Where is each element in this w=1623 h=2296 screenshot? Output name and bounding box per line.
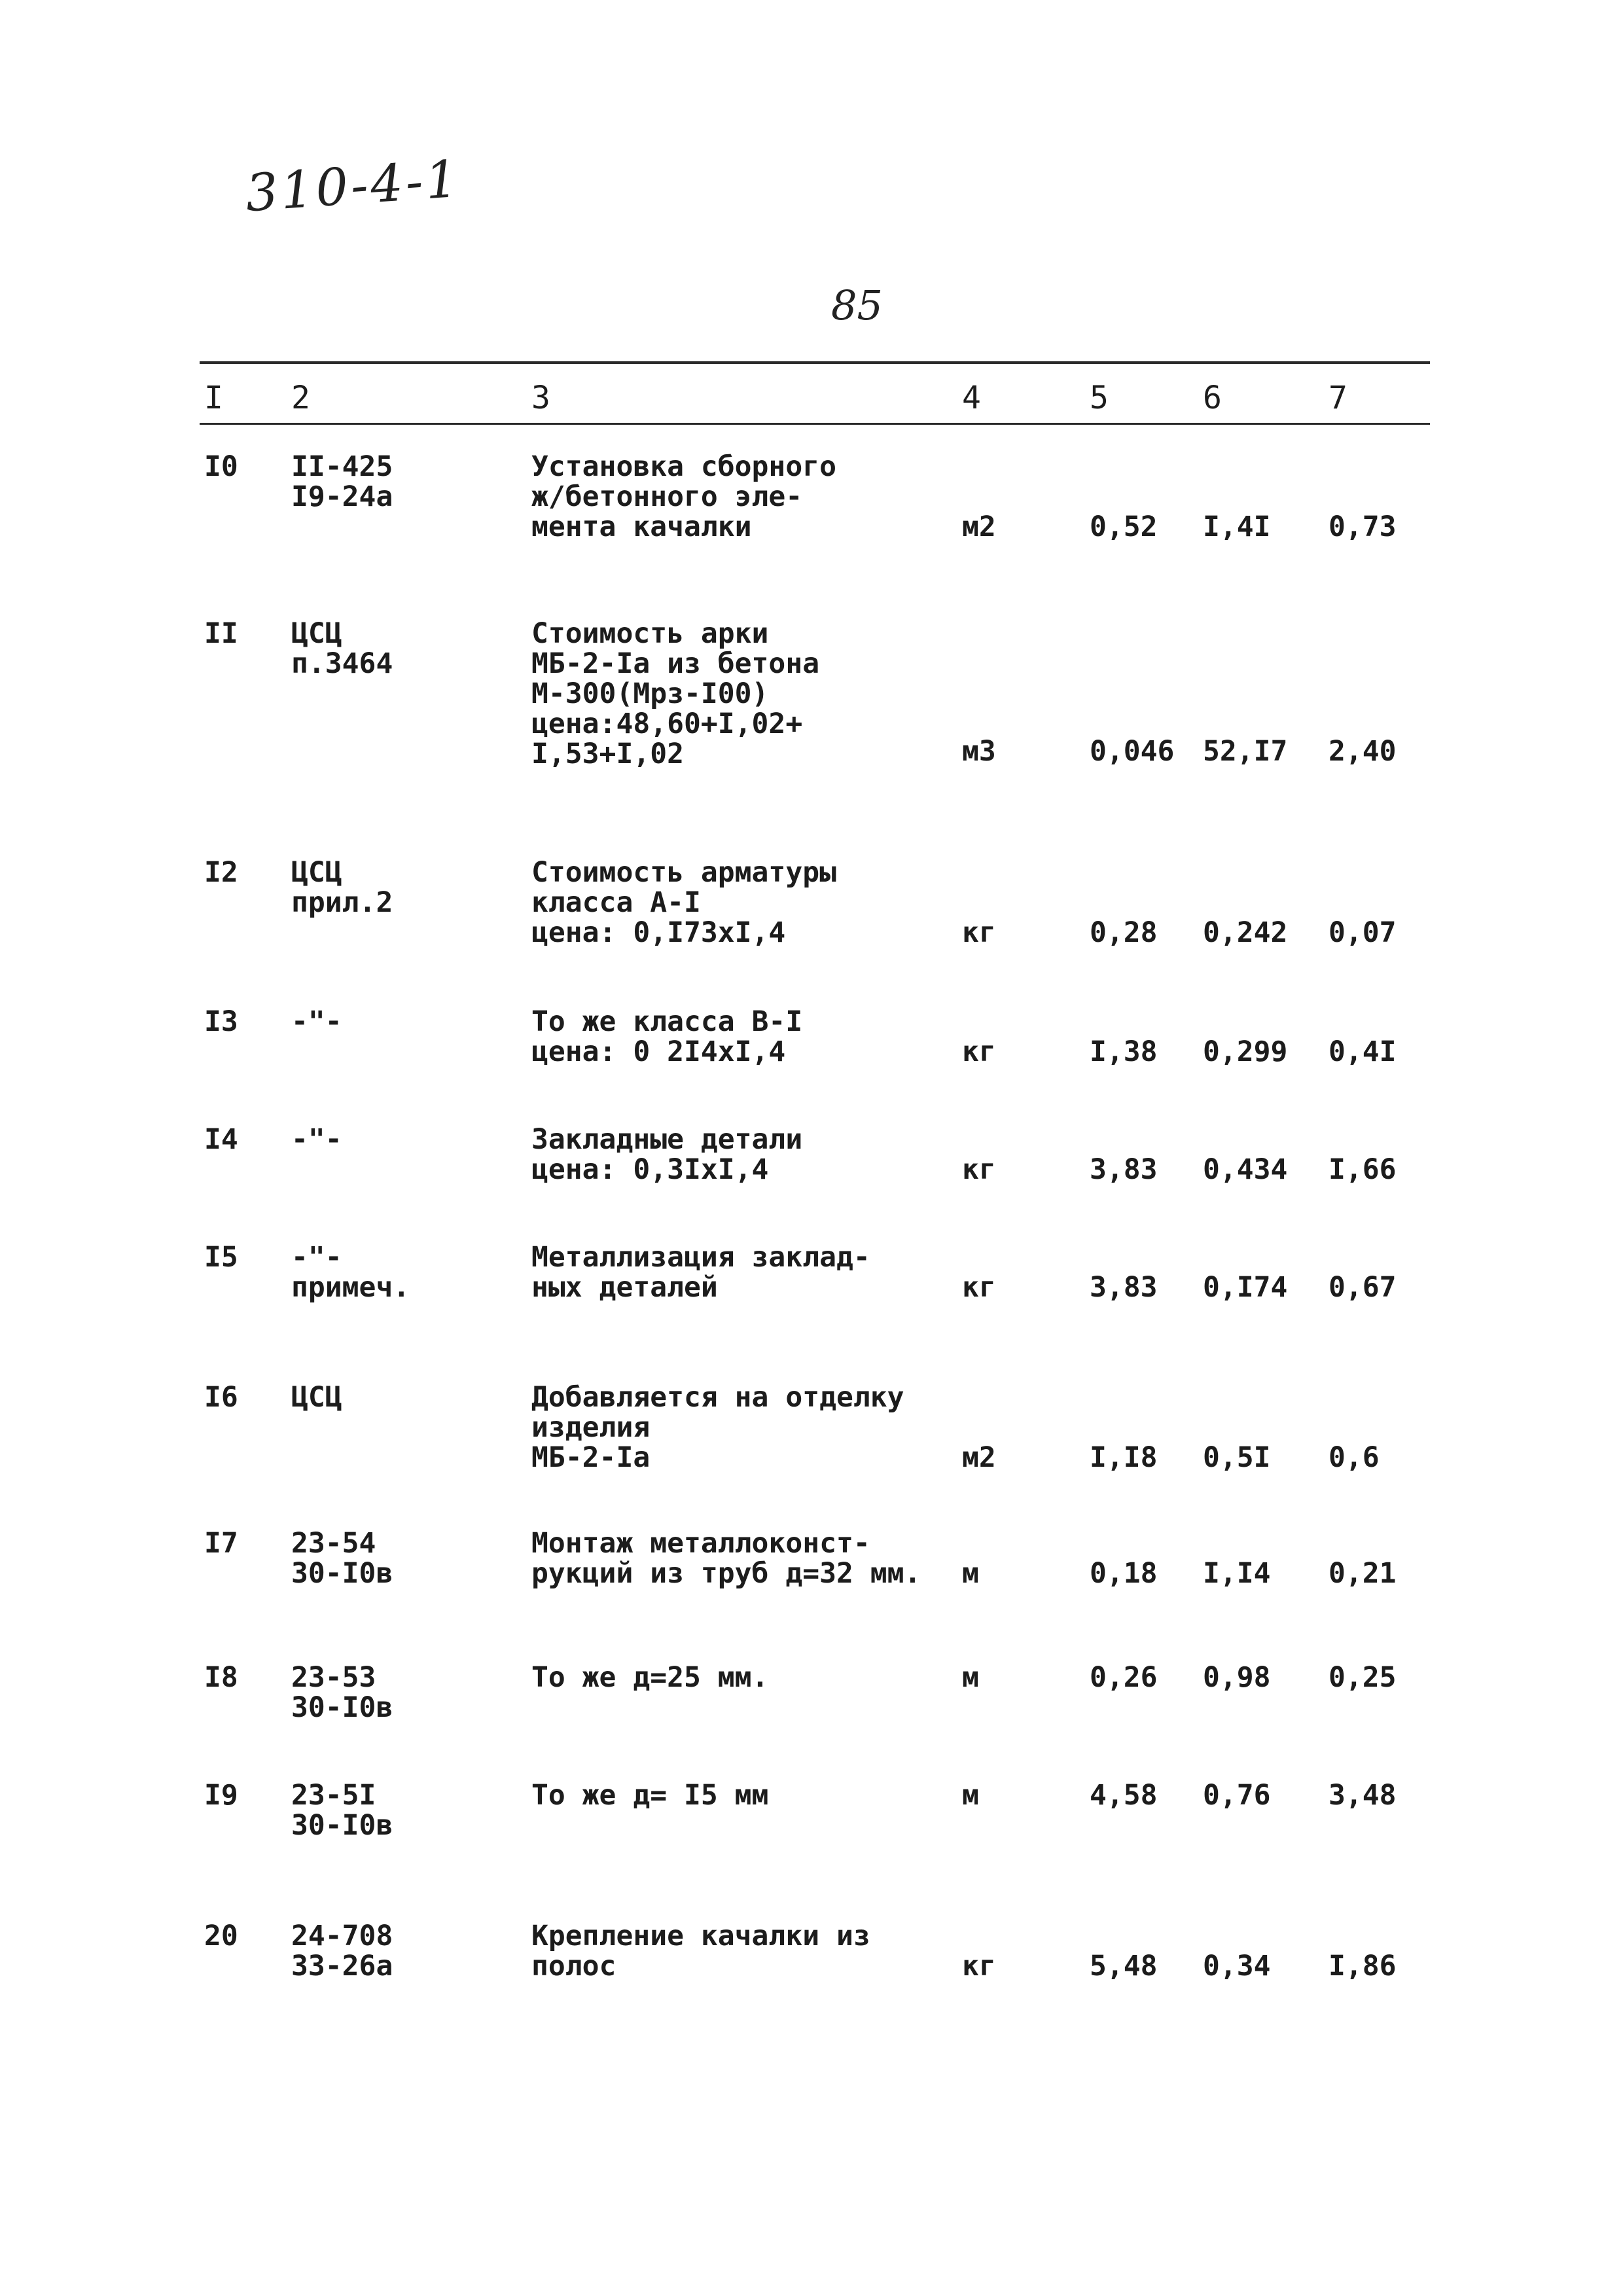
table-top-rule xyxy=(200,361,1430,364)
row-unit: м xyxy=(962,1557,979,1590)
row-number: I8 xyxy=(204,1661,238,1694)
row-price: 0,I74 xyxy=(1203,1271,1288,1304)
row-number: I5 xyxy=(204,1241,238,1274)
header-col-4: 4 xyxy=(962,380,981,416)
row-total: 0,21 xyxy=(1329,1557,1397,1590)
header-col-6: 6 xyxy=(1203,380,1222,416)
row-total: 0,6 xyxy=(1329,1441,1380,1474)
row-price: I,I4 xyxy=(1203,1557,1271,1590)
row-description: Монтаж металлоконст- рукций из труб д=32 мм. xyxy=(531,1527,921,1590)
row-quantity: 3,83 xyxy=(1090,1271,1158,1304)
row-number: I9 xyxy=(204,1779,238,1812)
row-quantity: 0,18 xyxy=(1090,1557,1158,1590)
row-unit: м xyxy=(962,1779,979,1812)
row-reference: II-425 I9-24a xyxy=(291,450,393,513)
row-unit: кг xyxy=(962,1035,996,1068)
row-unit: м2 xyxy=(962,511,996,543)
row-quantity: 5,48 xyxy=(1090,1950,1158,1982)
row-total: 0,07 xyxy=(1329,916,1397,949)
row-price: 0,434 xyxy=(1203,1153,1288,1186)
row-number: I0 xyxy=(204,450,238,483)
row-price: 0,98 xyxy=(1203,1661,1271,1694)
row-description: То же класса В-I цена: 0 2I4xI,4 xyxy=(531,1005,803,1068)
row-description: Стоимость арки МБ-2-Ia из бетона М-300(Мрз-I00) цена:48,60+I,02+ I,53+I,02 xyxy=(531,617,820,770)
row-unit: кг xyxy=(962,916,996,949)
row-quantity: 4,58 xyxy=(1090,1779,1158,1812)
document-code: 310-4-1 xyxy=(243,149,463,224)
row-number: 20 xyxy=(204,1920,238,1952)
row-price: I,4I xyxy=(1203,511,1271,543)
row-description: Стоимость арматуры класса А-I цена: 0,I73xI,4 xyxy=(531,856,836,949)
row-unit: м2 xyxy=(962,1441,996,1474)
header-col-7: 7 xyxy=(1329,380,1347,416)
row-reference: 23-5I 30-I0в xyxy=(291,1779,393,1842)
row-price: 52,I7 xyxy=(1203,735,1288,768)
row-price: 0,34 xyxy=(1203,1950,1271,1982)
row-description: Установка сборного ж/бетонного эле- мента качалки xyxy=(531,450,836,543)
header-col-5: 5 xyxy=(1090,380,1109,416)
row-quantity: I,38 xyxy=(1090,1035,1158,1068)
row-total: 0,73 xyxy=(1329,511,1397,543)
row-reference: ЦСЦ прил.2 xyxy=(291,856,393,919)
row-quantity: 0,26 xyxy=(1090,1661,1158,1694)
row-reference: ЦСЦ п.3464 xyxy=(291,617,393,680)
row-quantity: 3,83 xyxy=(1090,1153,1158,1186)
row-number: I3 xyxy=(204,1005,238,1038)
row-description: То же д=25 мм. xyxy=(531,1661,769,1694)
row-total: I,86 xyxy=(1329,1950,1397,1982)
row-total: 0,4I xyxy=(1329,1035,1397,1068)
row-price: 0,76 xyxy=(1203,1779,1271,1812)
row-description: То же д= I5 мм xyxy=(531,1779,769,1812)
header-col-3: 3 xyxy=(531,380,550,416)
row-reference: -"- xyxy=(291,1005,342,1038)
row-reference: 23-54 30-I0в xyxy=(291,1527,393,1590)
row-description: Крепление качалки из полос xyxy=(531,1920,870,1982)
row-reference: ЦСЦ xyxy=(291,1381,342,1414)
row-quantity: 0,046 xyxy=(1090,735,1175,768)
row-price: 0,5I xyxy=(1203,1441,1271,1474)
row-number: I4 xyxy=(204,1123,238,1156)
row-price: 0,242 xyxy=(1203,916,1288,949)
row-total: 0,25 xyxy=(1329,1661,1397,1694)
row-description: Закладные детали цена: 0,3IxI,4 xyxy=(531,1123,803,1186)
header-col-2: 2 xyxy=(291,380,310,416)
row-total: 3,48 xyxy=(1329,1779,1397,1812)
row-unit: м3 xyxy=(962,735,996,768)
row-quantity: 0,28 xyxy=(1090,916,1158,949)
row-reference: 24-708 33-26a xyxy=(291,1920,393,1982)
row-unit: м xyxy=(962,1661,979,1694)
row-total: I,66 xyxy=(1329,1153,1397,1186)
row-reference: 23-53 30-I0в xyxy=(291,1661,393,1724)
row-quantity: 0,52 xyxy=(1090,511,1158,543)
row-number: I2 xyxy=(204,856,238,889)
row-price: 0,299 xyxy=(1203,1035,1288,1068)
row-number: I6 xyxy=(204,1381,238,1414)
row-reference: -"- примеч. xyxy=(291,1241,410,1304)
table-header-rule xyxy=(200,423,1430,425)
row-total: 0,67 xyxy=(1329,1271,1397,1304)
row-total: 2,40 xyxy=(1329,735,1397,768)
row-quantity: I,I8 xyxy=(1090,1441,1158,1474)
row-unit: кг xyxy=(962,1950,996,1982)
row-unit: кг xyxy=(962,1153,996,1186)
page-number: 85 xyxy=(831,281,883,329)
row-reference: -"- xyxy=(291,1123,342,1156)
row-number: II xyxy=(204,617,238,650)
row-number: I7 xyxy=(204,1527,238,1560)
row-unit: кг xyxy=(962,1271,996,1304)
header-col-1: I xyxy=(204,380,223,416)
row-description: Металлизация заклад- ных деталей xyxy=(531,1241,870,1304)
row-description: Добавляется на отделку изделия МБ-2-Ia xyxy=(531,1381,904,1474)
